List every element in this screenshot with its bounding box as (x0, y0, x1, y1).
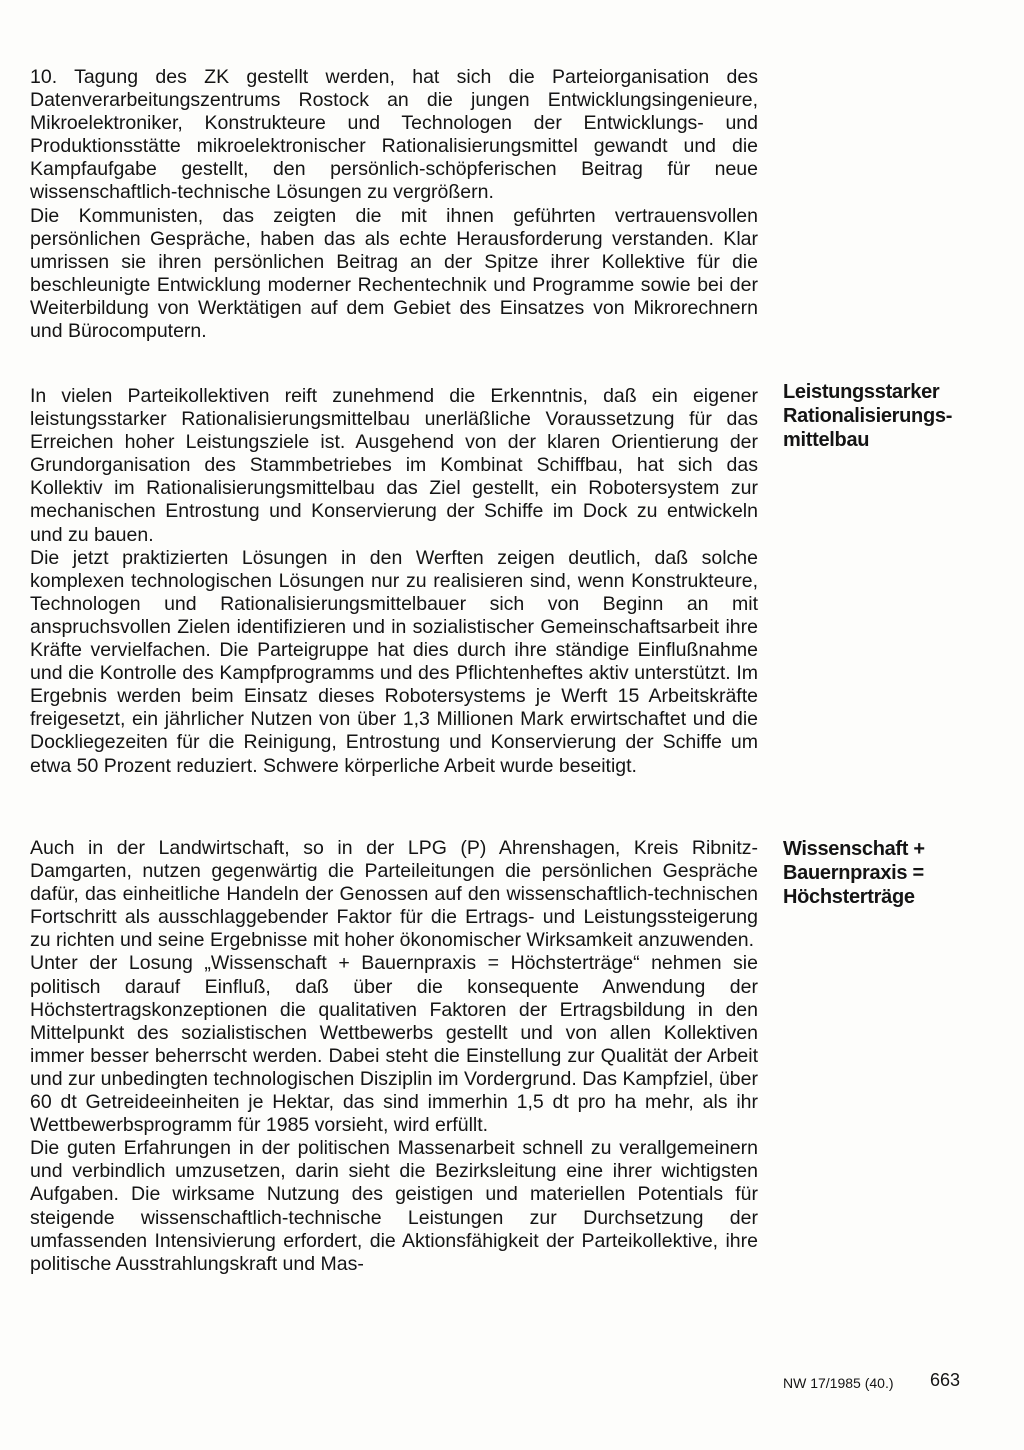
paragraph: 10. Tagung des ZK gestellt werden, hat sich die Parteiorganisation des Datenverarbeitungszentrums Rostock an die jungen Entwicklungsingenieure, Mikroelektroniker, Konstrukteure und Technologen der Entwicklungs- und Produktionsstätte mikroelektronischer Rationalisierungsmittel gewandt und die Kampfaufgabe gestellt, den persönlich-schöpferischen Beitrag für neue wissenschaftlich-technische Lösungen zu vergrößern. (30, 66, 758, 204)
paragraph: Die Kommunisten, das zeigten die mit ihnen geführten vertrauensvollen persönlichen Gespräche, haben das als echte Herausforderung verstanden. Klar umrissen sie ihren persönlichen Beitrag an der Spitze ihrer Kollektive für die beschleunigte Entwicklung moderner Rechentechnik und Programme sowie bei der Weiterbildung von Werktätigen auf dem Gebiet des Einsatzes von Mikrorechnern und Bürocomputern. (30, 204, 758, 343)
paragraph: Auch in der Landwirtschaft, so in der LPG (P) Ahrenshagen, Kreis Ribnitz-Damgarten, nutzen gegenwärtig die Parteileitungen die persönlichen Gespräche dafür, das einheitliche Handeln der Genossen auf den wissenschaftlich-technischen Fortschritt als ausschlaggebender Faktor für die Ertrags- und Leistungssteigerung zu richten und seine Ergebnisse mit hoher ökonomischer Wirksamkeit anzuwenden. (30, 837, 758, 952)
heading-line: Leistungsstarker (783, 381, 940, 403)
source-reference: NW 17/1985 (40.) (783, 1375, 894, 1391)
text-block-intro (30, 66, 758, 343)
heading-line: mittelbau (783, 429, 870, 451)
margin-heading-wissenschaft-bauernpraxis (783, 837, 983, 909)
heading-line: Höchsterträge (783, 886, 915, 908)
paragraph: In vielen Parteikollektiven reift zunehmend die Erkenntnis, daß ein eigener leistungsstarker Rationalisierungsmittelbau unerläßliche Voraussetzung für das Erreichen hoher Leistungsziele ist. Ausgehend von der klaren Orientierung der Grundorganisation des Stammbetriebes im Kombinat Schiffbau, hat sich das Kollektiv im Rationalisierungsmittelbau das Ziel gestellt, ein Robotersystem zur mechanischen Entrostung und Konservierung der Schiffe im Dock zu entwickeln und zu bauen. (30, 385, 758, 546)
heading-line: Wissenschaft + (783, 838, 925, 860)
paragraph: Unter der Losung „Wissenschaft + Bauernpraxis = Höchsterträge“ nehmen sie politisch darauf Einfluß, daß über die konsequente Anwendung der Höchstertragskonzeptionen die qualitativen Faktoren der Ertragsbildung in den Mittelpunkt des sozialistischen Wettbewerbs gestellt und von allen Kollektiven immer besser beherrscht werden. Dabei steht die Einstellung zur Qualität der Arbeit und zur unbedingten technologischen Disziplin im Vordergrund. Das Kampfziel, über 60 dt Getreideeinheiten je Hektar, das sind immerhin 1,5 dt pro ha mehr, als ihr Wettbewerbsprogramm für 1985 vorsieht, wird erfüllt. (30, 952, 758, 1137)
heading-line: Rationalisierungs- (783, 405, 953, 427)
paragraph: Die guten Erfahrungen in der politischen Massenarbeit schnell zu verallgemeinern und verbindlich umzusetzen, darin sieht die Bezirksleitung eine ihrer wichtigsten Aufgaben. Die wirksame Nutzung des geistigen und materiellen Potentials für steigende wissenschaftlich-technische Leistungen zur Durchsetzung der umfassenden Intensivierung erfordert, die Aktionsfähigkeit der Parteikollektive, ihre politische Ausstrahlungskraft und Mas- (30, 1137, 758, 1275)
text-block-rationalisierung (30, 385, 758, 778)
paragraph: Die jetzt praktizierten Lösungen in den Werften zeigen deutlich, daß solche komplexen technologischen Lösungen nur zu realisieren sind, wenn Konstrukteure, Technologen und Rationalisierungsmittelbauer sich von Beginn an mit anspruchsvollen Zielen identifizieren und in sozialistischer Gemeinschaftsarbeit ihre Kräfte vervielfachen. Die Parteigruppe hat dies durch ihre ständige Einflußnahme und die Kontrolle des Kampfprogramms und des Pflichtenheftes aktiv unterstützt. Im Ergebnis werden beim Einsatz dieses Robotersystems je Werft 15 Arbeitskräfte freigesetzt, ein jährlicher Nutzen von über 1,3 Millionen Mark erwirtschaftet und die Dockliegezeiten für die Reinigung, Entrostung und Konservierung der Schiffe um etwa 50 Prozent reduziert. Schwere körperliche Arbeit wurde beseitigt. (30, 546, 758, 777)
page-number: 663 (930, 1370, 961, 1390)
heading-line: Bauernpraxis = (783, 862, 924, 884)
text-block-landwirtschaft (30, 837, 758, 1276)
margin-heading-rationalisierungsmittelbau (783, 380, 983, 452)
